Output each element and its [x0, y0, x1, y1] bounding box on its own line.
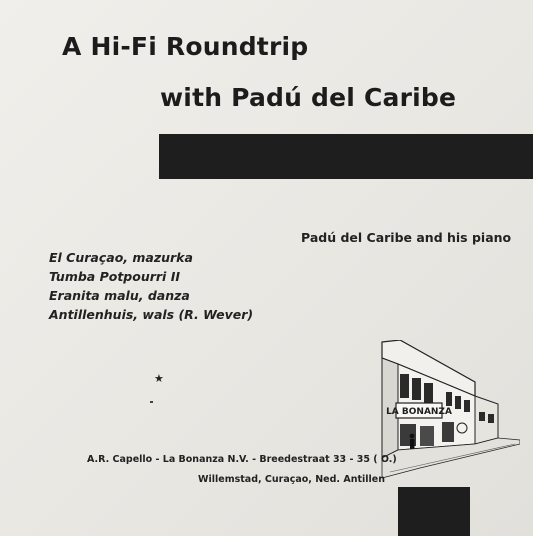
star-icon: ★: [154, 372, 164, 385]
store-building-illustration: [380, 340, 520, 480]
black-corner-block: [398, 487, 470, 536]
track-item: El Curaçao, mazurka: [49, 250, 193, 265]
ink-dot: [150, 401, 153, 403]
publisher-address-line1: A.R. Capello - La Bonanza N.V. - Breedestraat 33 - 35 ( O.): [87, 454, 397, 465]
store-sign: LA BONANZA: [386, 407, 452, 417]
track-item: Antillenhuis, wals (R. Wever): [49, 307, 254, 322]
black-banner-bar: [159, 134, 533, 179]
artist-credit: Padú del Caribe and his piano: [301, 230, 512, 245]
track-item: Tumba Potpourri II: [49, 269, 180, 284]
track-list: [49, 248, 253, 324]
album-title-line1: A Hi-Fi Roundtrip: [62, 32, 309, 61]
album-title-line2: with Padú del Caribe: [160, 83, 457, 112]
publisher-address-line2: Willemstad, Curaçao, Ned. Antillen: [198, 474, 385, 485]
track-item: Eranita malu, danza: [49, 288, 190, 303]
